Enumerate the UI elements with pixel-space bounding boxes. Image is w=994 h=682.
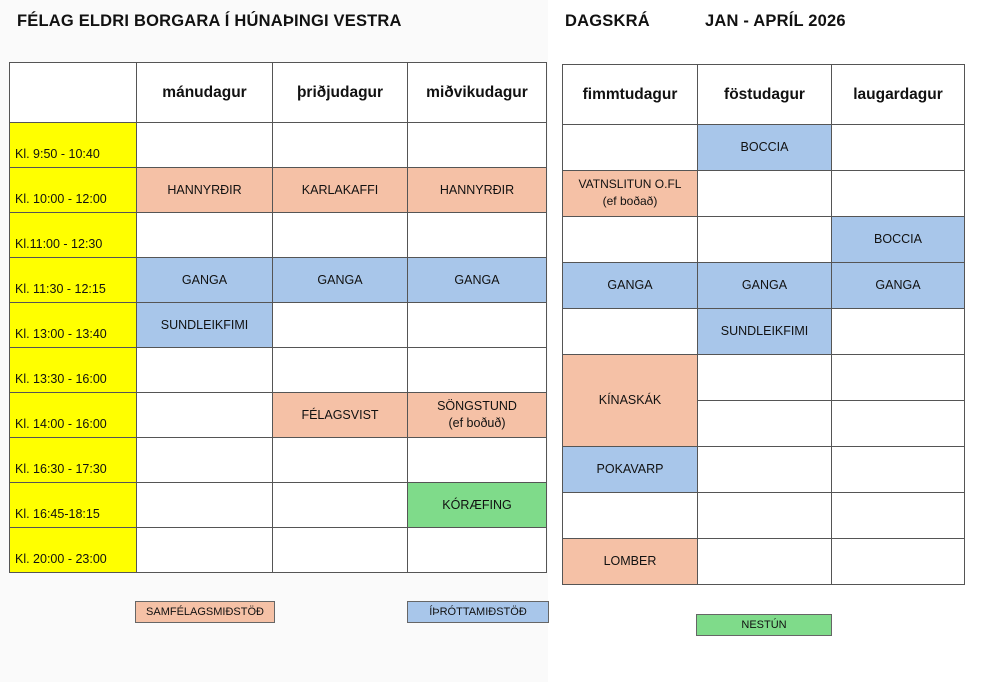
legend-community-center: SAMFÉLAGSMIÐSTÖÐ	[135, 601, 275, 623]
schedule-cell	[273, 483, 408, 528]
schedule-cell	[408, 123, 547, 168]
activity-label: SÖNGSTUND	[437, 399, 517, 413]
schedule-cell	[273, 348, 408, 393]
activity-ganga: GANGA	[832, 263, 965, 309]
table-row	[10, 303, 547, 348]
table-row	[10, 123, 547, 168]
activity-lomber: LOMBER	[563, 539, 698, 585]
schedule-cell	[408, 438, 547, 483]
agenda-label: DAGSKRÁ	[565, 12, 650, 30]
schedule-cell	[408, 213, 547, 258]
schedule-cell	[137, 123, 273, 168]
activity-karlakaffi: KARLAKAFFI	[273, 168, 408, 213]
schedule-cell	[698, 217, 832, 263]
table-row	[563, 355, 965, 401]
table-row	[10, 258, 547, 303]
schedule-cell	[408, 528, 547, 573]
day-header-thursday: fimmtudagur	[563, 65, 698, 125]
day-header-wednesday: miðvikudagur	[408, 63, 547, 123]
schedule-cell	[698, 493, 832, 539]
activity-ganga: GANGA	[408, 258, 547, 303]
schedule-cell	[408, 348, 547, 393]
schedule-cell	[563, 493, 698, 539]
table-row	[563, 493, 965, 539]
activity-sundleikfimi: SUNDLEIKFIMI	[698, 309, 832, 355]
table-row	[10, 438, 547, 483]
schedule-cell	[137, 438, 273, 483]
table-row	[10, 393, 547, 438]
activity-hannyrdir: HANNYRÐIR	[408, 168, 547, 213]
schedule-cell	[563, 309, 698, 355]
table-row	[563, 217, 965, 263]
activity-sundleikfimi: SUNDLEIKFIMI	[137, 303, 273, 348]
schedule-cell	[408, 303, 547, 348]
schedule-cell	[137, 528, 273, 573]
legend-sports-center: ÍÞRÓTTAMIÐSTÖÐ	[407, 601, 549, 623]
table-row	[563, 447, 965, 493]
schedule-cell	[563, 217, 698, 263]
time-slot: Kl. 14:00 - 16:00	[10, 393, 137, 438]
activity-ganga: GANGA	[563, 263, 698, 309]
schedule-cell	[273, 123, 408, 168]
schedule-cell	[273, 303, 408, 348]
table-row	[563, 125, 965, 171]
schedule-cell	[698, 171, 832, 217]
schedule-cell	[137, 348, 273, 393]
time-slot: Kl. 20:00 - 23:00	[10, 528, 137, 573]
legend-packed-lunch: NESTÚN	[696, 614, 832, 636]
activity-vatnslitun	[563, 171, 698, 217]
schedule-cell	[137, 393, 273, 438]
schedule-cell	[832, 309, 965, 355]
header-row	[10, 63, 547, 123]
table-row	[563, 539, 965, 585]
activity-kinaskak: KÍNASKÁK	[563, 355, 698, 447]
activity-boccia: BOCCIA	[832, 217, 965, 263]
activity-note: (ef boðuð)	[448, 416, 506, 430]
activity-note: (ef boðað)	[602, 194, 658, 208]
time-slot: Kl. 9:50 - 10:40	[10, 123, 137, 168]
schedule-cell	[832, 493, 965, 539]
schedule-cell	[832, 401, 965, 447]
day-header-saturday: laugardagur	[832, 65, 965, 125]
activity-pokavarp: POKAVARP	[563, 447, 698, 493]
activity-songstund	[408, 393, 547, 438]
schedule-cell	[273, 213, 408, 258]
activity-felagsvist: FÉLAGSVIST	[273, 393, 408, 438]
activity-hannyrdir: HANNYRÐIR	[137, 168, 273, 213]
time-slot: Kl. 16:45-18:15	[10, 483, 137, 528]
schedule-cell	[832, 355, 965, 401]
activity-boccia: BOCCIA	[698, 125, 832, 171]
schedule-cell	[832, 125, 965, 171]
table-row	[10, 528, 547, 573]
activity-ganga: GANGA	[698, 263, 832, 309]
time-slot: Kl. 11:30 - 12:15	[10, 258, 137, 303]
day-header-monday: mánudagur	[137, 63, 273, 123]
schedule-cell	[698, 401, 832, 447]
table-row	[563, 263, 965, 309]
corner-cell	[10, 63, 137, 123]
schedule-table-right	[562, 64, 965, 585]
schedule-cell	[698, 539, 832, 585]
activity-label: VATNSLITUN O.FL	[578, 177, 682, 191]
schedule-cell	[698, 355, 832, 401]
table-row	[563, 171, 965, 217]
time-slot: Kl.11:00 - 12:30	[10, 213, 137, 258]
time-slot: Kl. 13:30 - 16:00	[10, 348, 137, 393]
period-label: JAN - APRÍL 2026	[705, 12, 846, 30]
table-row	[10, 213, 547, 258]
table-row	[563, 309, 965, 355]
schedule-cell	[832, 447, 965, 493]
time-slot: Kl. 10:00 - 12:00	[10, 168, 137, 213]
activity-koraefing: KÓRÆFING	[408, 483, 547, 528]
time-slot: Kl. 16:30 - 17:30	[10, 438, 137, 483]
activity-ganga: GANGA	[273, 258, 408, 303]
schedule-cell	[137, 213, 273, 258]
schedule-cell	[832, 171, 965, 217]
org-title: FÉLAG ELDRI BORGARA Í HÚNAÞINGI VESTRA	[17, 12, 402, 30]
table-row	[10, 168, 547, 213]
time-slot: Kl. 13:00 - 13:40	[10, 303, 137, 348]
header-row	[563, 65, 965, 125]
schedule-cell	[137, 483, 273, 528]
schedule-cell	[832, 539, 965, 585]
schedule-cell	[273, 438, 408, 483]
day-header-tuesday: þriðjudagur	[273, 63, 408, 123]
table-row	[10, 348, 547, 393]
schedule-cell	[563, 125, 698, 171]
table-row	[10, 483, 547, 528]
activity-ganga: GANGA	[137, 258, 273, 303]
schedule-cell	[273, 528, 408, 573]
day-header-friday: föstudagur	[698, 65, 832, 125]
schedule-cell	[698, 447, 832, 493]
schedule-table-left	[9, 62, 547, 573]
